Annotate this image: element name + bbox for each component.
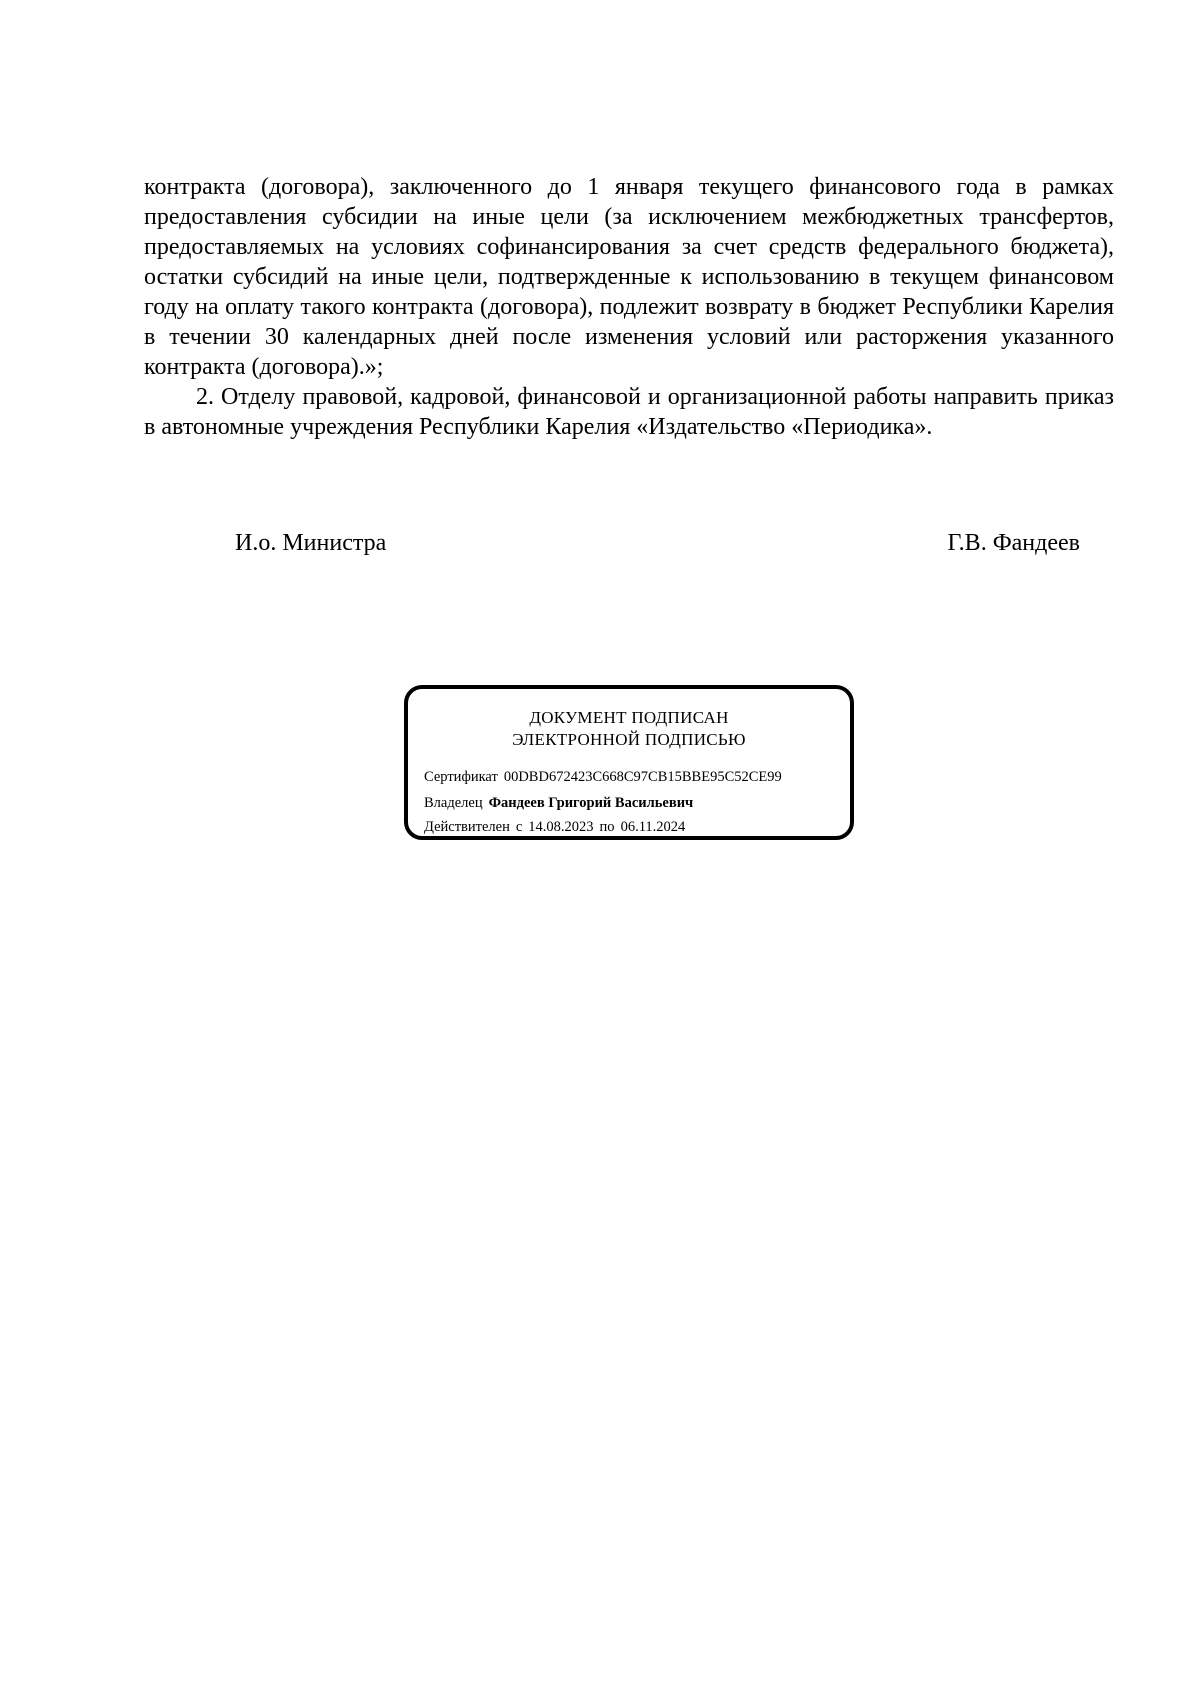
valid-from-prefix: с — [515, 819, 523, 835]
paragraph-continuation: контракта (договора), заключенного до 1 января текущего финансового года в рамках предоставления субсидии на иные цели (за исключением межбюджетных трансфертов, предоставляемых на условиях софинансирования за счет средств федерального бюджета), остатки субсидий на иные цели, подтвержденные к использованию в текущем финансовом году на оплату такого контракта (договора), подлежит возврату в бюджет Республики Карелия в течении 30 календарных дней после изменения условий или расторжения указанного контракта (договора).»; — [144, 174, 1114, 380]
valid-from-date: 14.08.2023 — [528, 819, 594, 835]
owner-label: Владелец — [424, 795, 483, 811]
signatory-position: И.о. Министра — [235, 530, 387, 556]
electronic-signature-stamp — [404, 685, 854, 840]
paragraph-item-2: 2. Отделу правовой, кадровой, финансовой и организационной работы направить приказ в автономные учреждения Республики Карелия «Издательство «Периодика». — [144, 384, 1114, 440]
stamp-certificate — [424, 767, 782, 787]
owner-value: Фандеев Григорий Васильевич — [488, 795, 694, 811]
stamp-validity — [424, 817, 685, 837]
stamp-header-line-1: ДОКУМЕНТ ПОДПИСАН — [529, 708, 729, 727]
valid-label: Действителен — [424, 819, 510, 835]
certificate-label: Сертификат — [424, 769, 498, 785]
stamp-header — [408, 707, 850, 751]
signatory-name: Г.В. Фандеев — [947, 530, 1080, 556]
certificate-value: 00DBD672423C668C97CB15BBE95C52CE99 — [503, 769, 782, 785]
signature-block — [0, 530, 1200, 562]
stamp-owner — [424, 793, 693, 813]
valid-to-date: 06.11.2024 — [620, 819, 686, 835]
stamp-header-line-2: ЭЛЕКТРОННОЙ ПОДПИСЬЮ — [512, 730, 746, 749]
document-body — [144, 172, 1114, 442]
valid-to-prefix: по — [599, 819, 615, 835]
